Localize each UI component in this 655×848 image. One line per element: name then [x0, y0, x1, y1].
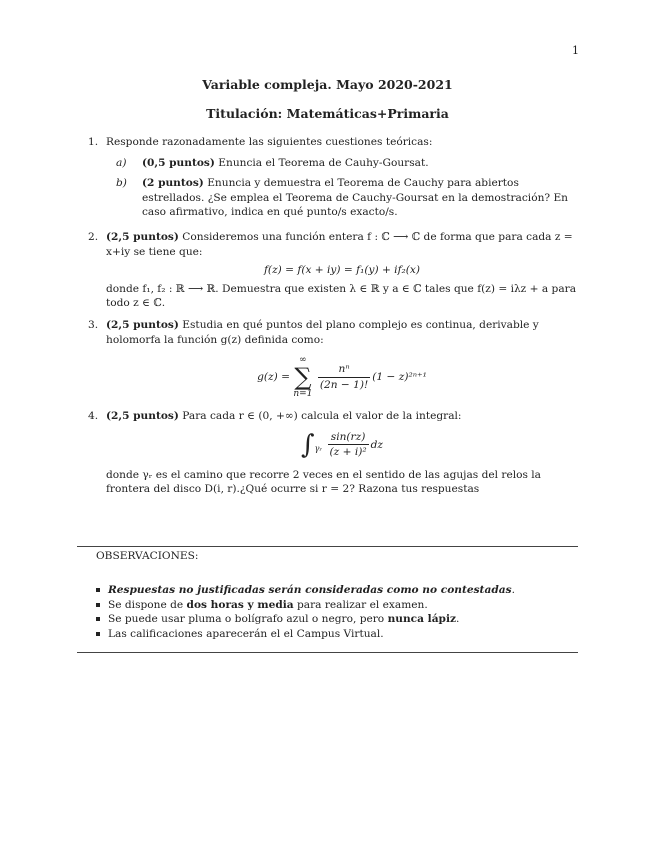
- sum-lower-limit: n=1: [293, 389, 313, 399]
- question-points: (2,5 puntos): [106, 319, 179, 331]
- bullet-icon: [96, 617, 100, 621]
- question-text: Para cada r ∈ (0, +∞) calcula el valor de la integral:: [182, 410, 462, 422]
- list-item: [96, 612, 515, 627]
- bullet-icon: [96, 603, 100, 607]
- exam-subtitle: Titulación: Matemáticas+Primaria: [206, 106, 449, 121]
- subquestion-label: b): [116, 177, 127, 189]
- fraction: [328, 430, 369, 460]
- list-item: [96, 583, 515, 598]
- obs-text: .: [511, 584, 515, 596]
- integral-equation: [106, 430, 578, 460]
- question-2: [88, 230, 578, 311]
- summation-symbol: [293, 355, 312, 399]
- question-4: [88, 409, 578, 497]
- question-number: 4.: [88, 410, 99, 422]
- observations-heading: OBSERVACIONES:: [96, 550, 199, 562]
- list-item: [96, 627, 515, 642]
- bullet-icon: [96, 588, 100, 592]
- sum-upper-limit: ∞: [299, 355, 307, 365]
- question-text-continued: donde f₁, f₂ : ℝ ⟶ ℝ. Demuestra que existen λ ∈ ℝ y a ∈ ℂ tales que f(z) = iλz + a para todo z ∈ ℂ.: [106, 282, 577, 309]
- question-1: [88, 135, 578, 220]
- subquestion-b: [116, 176, 578, 220]
- question-points: (2,5 puntos): [106, 231, 179, 243]
- fraction: [318, 362, 370, 392]
- series-equation: [106, 355, 578, 399]
- sigma-glyph: ∑: [294, 363, 312, 391]
- integral-differential: dz: [370, 438, 383, 451]
- equation-tail: (1 − z)²ⁿ⁺¹: [372, 371, 427, 383]
- fraction-denominator: (z + i)²: [329, 446, 367, 458]
- question-3: [88, 318, 578, 403]
- exam-title: Variable compleja. Mayo 2020-2021: [202, 77, 453, 92]
- question-number: 2.: [88, 231, 99, 243]
- page-number: 1: [572, 44, 579, 57]
- fraction-numerator: sin(rz): [328, 430, 369, 446]
- question-text: Consideremos una función entera f : ℂ ⟶ ℂ de forma que para cada z = x+iy se tiene que:: [106, 231, 573, 258]
- obs-emphasis: Respuestas no justificadas serán consideradas como no contestadas: [108, 584, 512, 596]
- obs-bold: nunca lápiz: [387, 613, 457, 625]
- subquestion-points: (2 puntos): [142, 177, 204, 189]
- subquestion-label: a): [116, 156, 127, 169]
- observations-bottom-rule: [77, 652, 578, 653]
- subquestion-text: Enuncia y demuestra el Teorema de Cauchy para abiertos estrellados. ¿Se emplea el Teorema de Cauchy-Goursat en la demostración? En caso afirmativo, indica en qué punto/s exacto/s.: [142, 177, 568, 218]
- obs-text: .: [456, 613, 460, 625]
- question-number: 1.: [88, 136, 99, 148]
- observations-list: [96, 583, 515, 641]
- subquestion-a: [116, 156, 578, 171]
- fraction-numerator: nⁿ: [318, 362, 370, 378]
- bullet-icon: [96, 632, 100, 636]
- obs-text: Las calificaciones aparecerán el el Campus Virtual.: [108, 627, 384, 640]
- subquestion-text: Enuncia el Teorema de Cauhy-Goursat.: [218, 156, 429, 169]
- integral-path: γᵣ: [314, 443, 323, 453]
- observations-top-rule: [77, 546, 578, 547]
- question-points: (2,5 puntos): [106, 410, 179, 422]
- obs-text: Se dispone de: [108, 598, 187, 611]
- obs-bold: dos horas y media: [186, 598, 294, 611]
- question-text: Estudia en qué puntos del plano complejo es continua, derivable y holomorfa la función g(z) definida como:: [106, 319, 539, 346]
- subquestion-points: (0,5 puntos): [142, 156, 215, 169]
- question-text-continued: donde γᵣ es el camino que recorre 2 veces en el sentido de las agujas del relos la frontera del disco D(i, r).¿Qué ocurre si r = 2? Razona tus respuestas: [106, 468, 541, 495]
- obs-text: Se puede usar pluma o bolígrafo azul o negro, pero: [108, 613, 388, 625]
- equation-lhs: g(z) =: [257, 371, 291, 383]
- question-intro: Responde razonadamente las siguientes cuestiones teóricas:: [106, 136, 433, 148]
- list-item: [96, 598, 515, 613]
- integral-symbol: ∫: [301, 429, 315, 460]
- equation: f(z) = f(x + iy) = f₁(y) + if₂(x): [264, 264, 420, 276]
- obs-text: para realizar el examen.: [293, 598, 428, 611]
- fraction-denominator: (2n − 1)!: [319, 378, 369, 391]
- question-number: 3.: [88, 319, 99, 331]
